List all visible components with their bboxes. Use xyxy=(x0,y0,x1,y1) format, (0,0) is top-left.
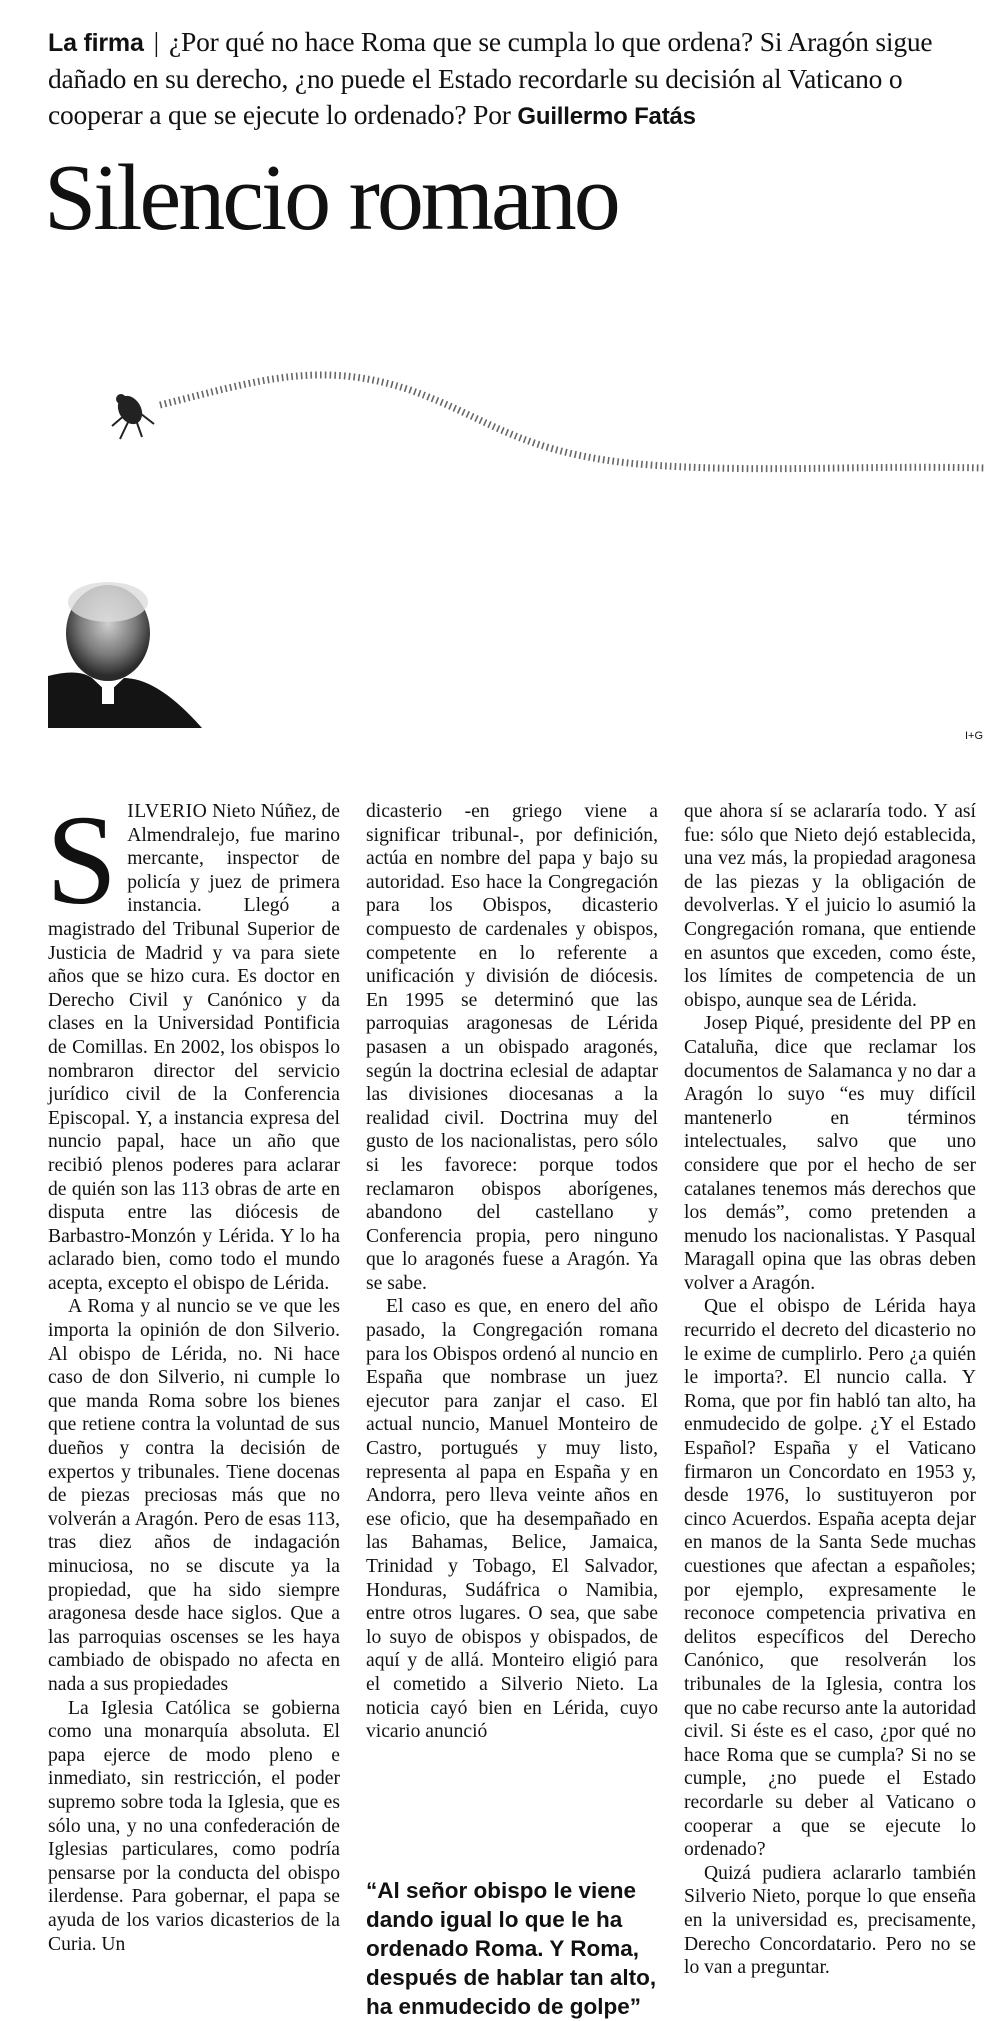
article-paragraph: La Iglesia Católica se gobierna como una monarquía absoluta. El papa ejerce de modo pleno e inmediato, sin restricción, el poder supremo sobre toda la Iglesia, que es sólo una, y no una confederación de Iglesias particulares, como podría pensarse por la conducta del obispo ilerdense. Para gobernar, el papa se ayuda de los varios dicasterios de la Curia. Un xyxy=(48,1697,340,1955)
pull-quote: “Al señor obispo le viene dando igual lo que le ha ordenado Roma. Y Roma, después de hablar tan alto, ha enmudecido de golpe” xyxy=(366,1878,657,2019)
kicker xyxy=(48,24,978,135)
lead-in: ILVERIO xyxy=(127,801,208,822)
article-paragraph: que ahora sí se aclararía todo. Y así fue: sólo que Nieto dejó establecida, una vez más, la propiedad aragonesa de las piezas y la obligación de devolverlas. Y el juicio lo asumió la Congregación romana, que entiende en asuntos que exceden, como éste, los límites de competencia de un obispo, aunque sea de Lérida. xyxy=(684,801,976,1011)
kicker-text: ¿Por qué no hace Roma que se cumpla lo que ordena? Si Aragón sigue dañado en su derecho, ¿no puede el Estado recordarle su decisión al Vaticano o cooperar a que se ejecute lo ordenado? xyxy=(48,26,933,130)
author-name: Guillermo Fatás xyxy=(517,103,696,130)
article-paragraph: A Roma y al nuncio se ve que les importa la opinión de don Silverio. Al obispo de Lérida, no. Ni hace caso de don Silverio, ni cumple lo que manda Roma sobre los bienes que retiene contra la voluntad de sus dueños y contra la decisión de expertos y tribunales. Tiene docenas de piezas preciosas más que no volverán a Aragón. Pero de esas 113, tras diez años de indagación minuciosa, no se discute ya la propiedad, que ha sido siempre aragonesa desde hace siglos. Que a las parroquias oscenses se les haya cambiado de obispado no afecta en nada a sus propiedades xyxy=(48,1296,340,1695)
article-column-3 xyxy=(684,800,976,1980)
article-paragraph: Que el obispo de Lérida haya recurrido el decreto del dicasterio no le exime de cumplirlo. Pero ¿a quién le importa?. El nuncio calla. Y Roma, que por fin habló tan alto, ha enmudecido de golpe. ¿Y el Estado Español? España y el Vaticano firmaron un Concordato en 1953 y, desde 1976, lo sustituyeron por cinco Acuerdos. España acepta dejar en manos de la Santa Sede muchas cuestiones que afectan a españoles; por ejemplo, expresamente le reconoce competencia privativa en delitos específicos del Derecho Canónico, que resolverán los tribunales de la Iglesia, contra los que no cabe recurso ante la autoridad civil. Si éste es el caso, ¿por qué no hace Roma que se cumpla? Si no se cumple, ¿no puede el Estado recordarle su deber al Vaticano o cooperar a que se ejecute lo ordenado? xyxy=(684,1296,976,1861)
illustration-credit: I+G xyxy=(965,730,984,742)
article-paragraph: SILVERIO Nieto Núñez, de Almendralejo, fue marino mercante, inspector de policía y juez de primera instancia. Llegó a magistrado del Tribunal Superior de Justicia de Madrid y va para siete años que se hizo cura. Es doctor en Derecho Civil y Canónico y da clases en la Universidad Pontificia de Comillas. En 2002, los obispos lo nombraron director del servicio jurídico civil de la Conferencia Episcopal. Y, a instancia expresa del nuncio papal, hace un año que recibió plenos poderes para aclarar de quién son las 113 obras de arte en disputa entre las diócesis de Barbastro-Monzón y Lérida. Y lo ha aclarado bien, como todo el mundo acepta, excepto el obispo de Lérida. xyxy=(46,789,341,1294)
article-column-1 xyxy=(46,789,341,1956)
article-paragraph: Quizá pudiera aclararlo también Silverio Nieto, porque lo que enseña en la universidad es, precisamente, Derecho Concordatario. Pero no se lo van a preguntar. xyxy=(684,1862,976,1979)
article-paragraph: dicasterio -en griego viene a significar tribunal-, por definición, actúa en nombre del papa y bajo su autoridad. Eso hace la Congregación para los Obispos, dicasterio compuesto de cardenales y obispos, competente en lo referente a unificación y división de diócesis. En 1995 se determinó que las parroquias aragonesas de Lérida pasasen a un obispado aragonés, según la doctrina eclesial de adaptar las divisiones diocesanas a la realidad civil. Doctrina muy del gusto de los nacionalistas, pero sólo si les favorece: porque todos reclamaron obispos aborígenes, abandono del castellano y Conferencia propia, pero ninguno que lo aragonés fuese a Aragón. Ya se sabe. xyxy=(366,801,658,1294)
byline-prefix: Por xyxy=(473,99,511,130)
fly-trail-illustration xyxy=(90,340,990,510)
author-portrait xyxy=(48,578,202,728)
headline: Silencio romano xyxy=(44,146,618,250)
kicker-separator: | xyxy=(153,26,159,57)
section-tag: La firma xyxy=(48,29,144,57)
drop-cap: S xyxy=(46,789,118,931)
article-paragraph: El caso es que, en enero del año pasado, la Congregación romana para los Obispos ordenó al nuncio en España que nombrase un juez ejecutor para zanjar el caso. El actual nuncio, Manuel Monteiro de Castro, portugués y muy listo, representa al papa en España y en Andorra, pero lleva veinte años en ese oficio, que ha desempañado en las Bahamas, Belice, Jamaica, Trinidad y Tobago, El Salvador, Honduras, Sudáfrica o Namibia, entre otros lugares. O sea, que sabe lo suyo de obispos y obispados, de aquí y de allá. Monteiro eligió para el cometido a Silverio Nieto. La noticia cayó bien en Lérida, cuyo vicario anunció xyxy=(366,1296,658,1743)
article-column-2 xyxy=(366,800,658,1840)
article-paragraph: Josep Piqué, presidente del PP en Cataluña, dice que reclamar los documentos de Salamanca y no dar a Aragón lo suyo “es muy difícil mantenerlo en términos intelectuales, salvo que uno considere que por el hecho de ser catalanes tenemos más derechos que los demás”, como pretenden a menudo los nacionalistas. Y Pasqual Maragall opina que las obras deben volver a Aragón. xyxy=(684,1013,976,1294)
